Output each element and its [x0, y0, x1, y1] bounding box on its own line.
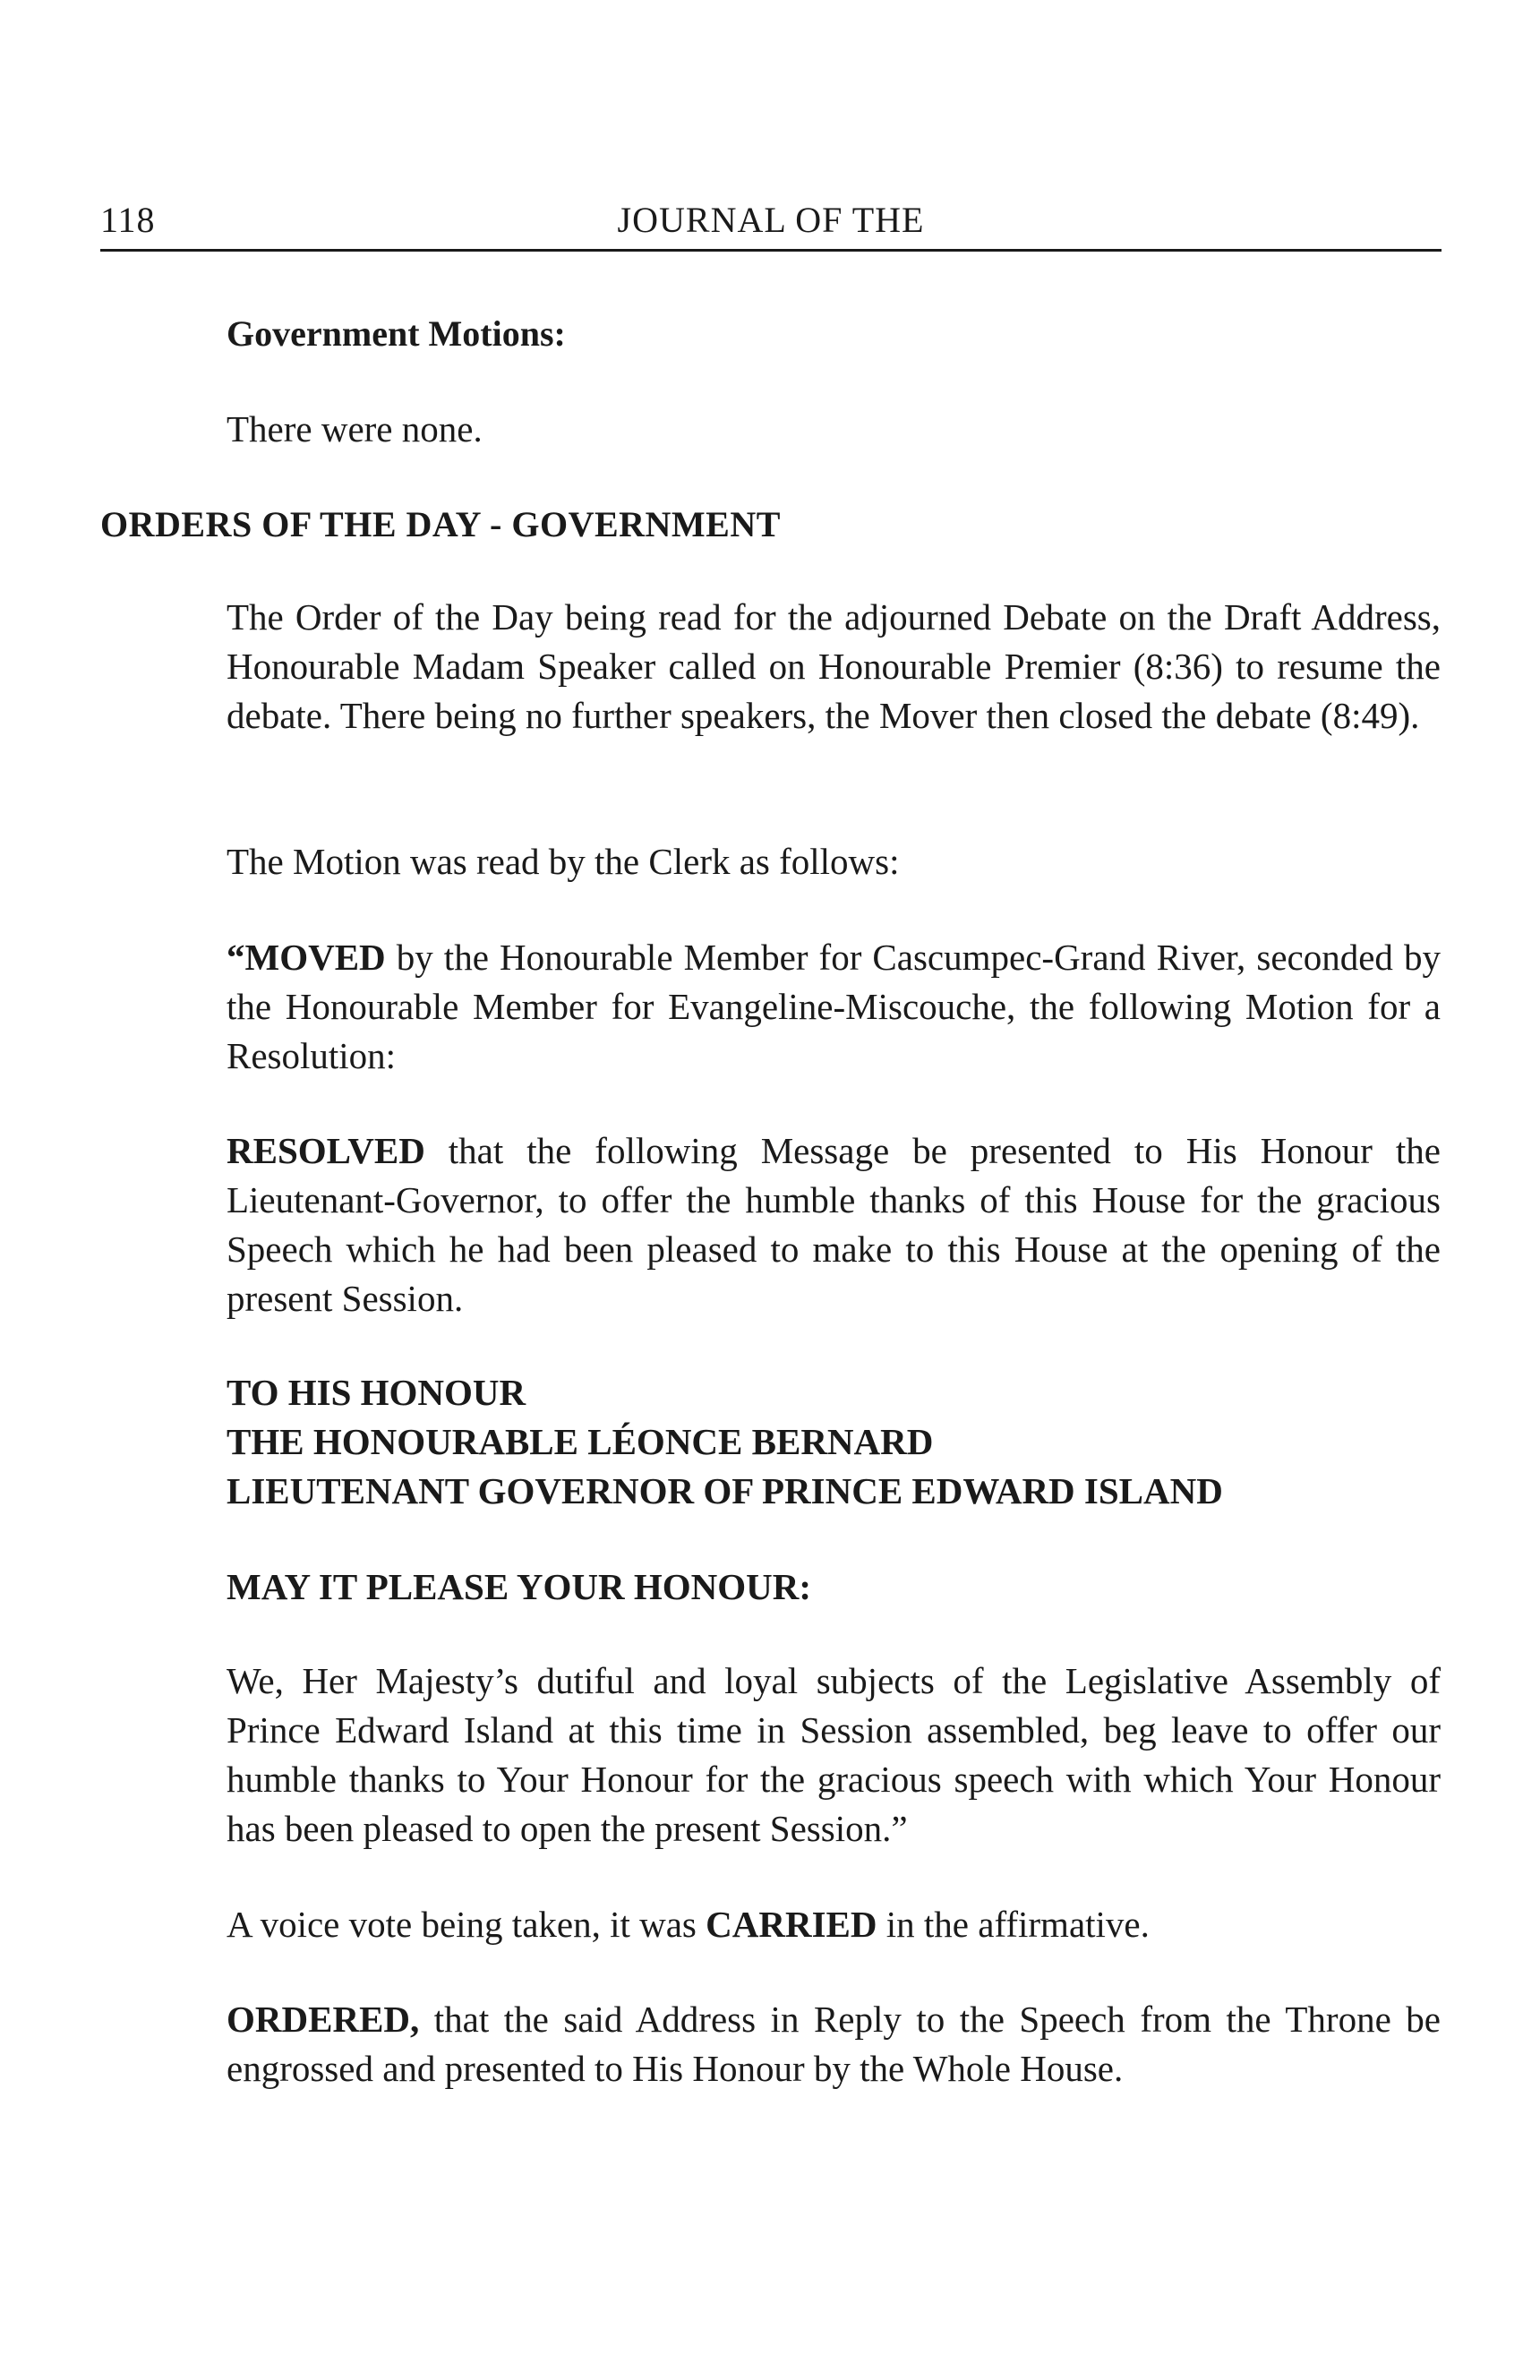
moved-text: by the Honourable Member for Cascumpec-Grand River, seconded by the Honourable Member for Evangeline-Miscouche, the following Motion for a Resolution: [227, 937, 1441, 1076]
address-line-3: LIEUTENANT GOVERNOR OF PRINCE EDWARD ISLAND [227, 1470, 1223, 1511]
journal-title: JOURNAL OF THE [617, 200, 925, 240]
ordered-paragraph [227, 1995, 1441, 2093]
ordered-text: that the said Address in Reply to the Speech from the Throne be engrossed and presented to His Honour by the Whole House. [227, 1999, 1441, 2089]
order-read-paragraph: The Order of the Day being read for the adjourned Debate on the Draft Address, Honourable Madam Speaker called on Honourable Premier (8:36) to resume the debate. There being no further speakers, the Mover then closed the debate (8:49). [227, 596, 1441, 736]
moved-paragraph [227, 933, 1441, 1081]
motion-read-paragraph: The Motion was read by the Clerk as follows: [227, 841, 900, 882]
resolved-keyword: RESOLVED [227, 1130, 425, 1171]
government-motions-heading: Government Motions: [227, 313, 566, 354]
voice-vote-text-end: in the affirmative. [877, 1904, 1150, 1945]
running-header [100, 199, 1442, 252]
voice-vote-text: A voice vote being taken, it was [227, 1904, 706, 1945]
may-it-please-heading: MAY IT PLEASE YOUR HONOUR: [227, 1566, 812, 1607]
resolved-text: that the following Message be presented to His Honour the Lieutenant-Governor, to offer the humble thanks of this House for the gracious Speech which he had been pleased to make to this House at the opening of the present Session. [227, 1130, 1441, 1319]
address-block [227, 1368, 1441, 1516]
page-number: 118 [100, 200, 156, 240]
orders-of-the-day-heading: ORDERS OF THE DAY - GOVERNMENT [100, 504, 781, 544]
resolved-paragraph [227, 1126, 1441, 1323]
government-motions-text: There were none. [227, 408, 483, 449]
carried-keyword: CARRIED [706, 1904, 877, 1945]
address-line-2: THE HONOURABLE LÉONCE BERNARD [227, 1421, 934, 1462]
address-line-1: TO HIS HONOUR [227, 1372, 526, 1413]
moved-keyword: “MOVED [227, 937, 386, 978]
voice-vote-paragraph [227, 1900, 1441, 1949]
ordered-keyword: ORDERED, [227, 1999, 420, 2040]
we-paragraph: We, Her Majesty’s dutiful and loyal subjects of the Legislative Assembly of Prince Edward Island at this time in Session assembled, beg leave to offer our humble thanks to Your Honour for the gracious speech with which Your Honour has been pleased to open the present Session.” [227, 1660, 1441, 1849]
